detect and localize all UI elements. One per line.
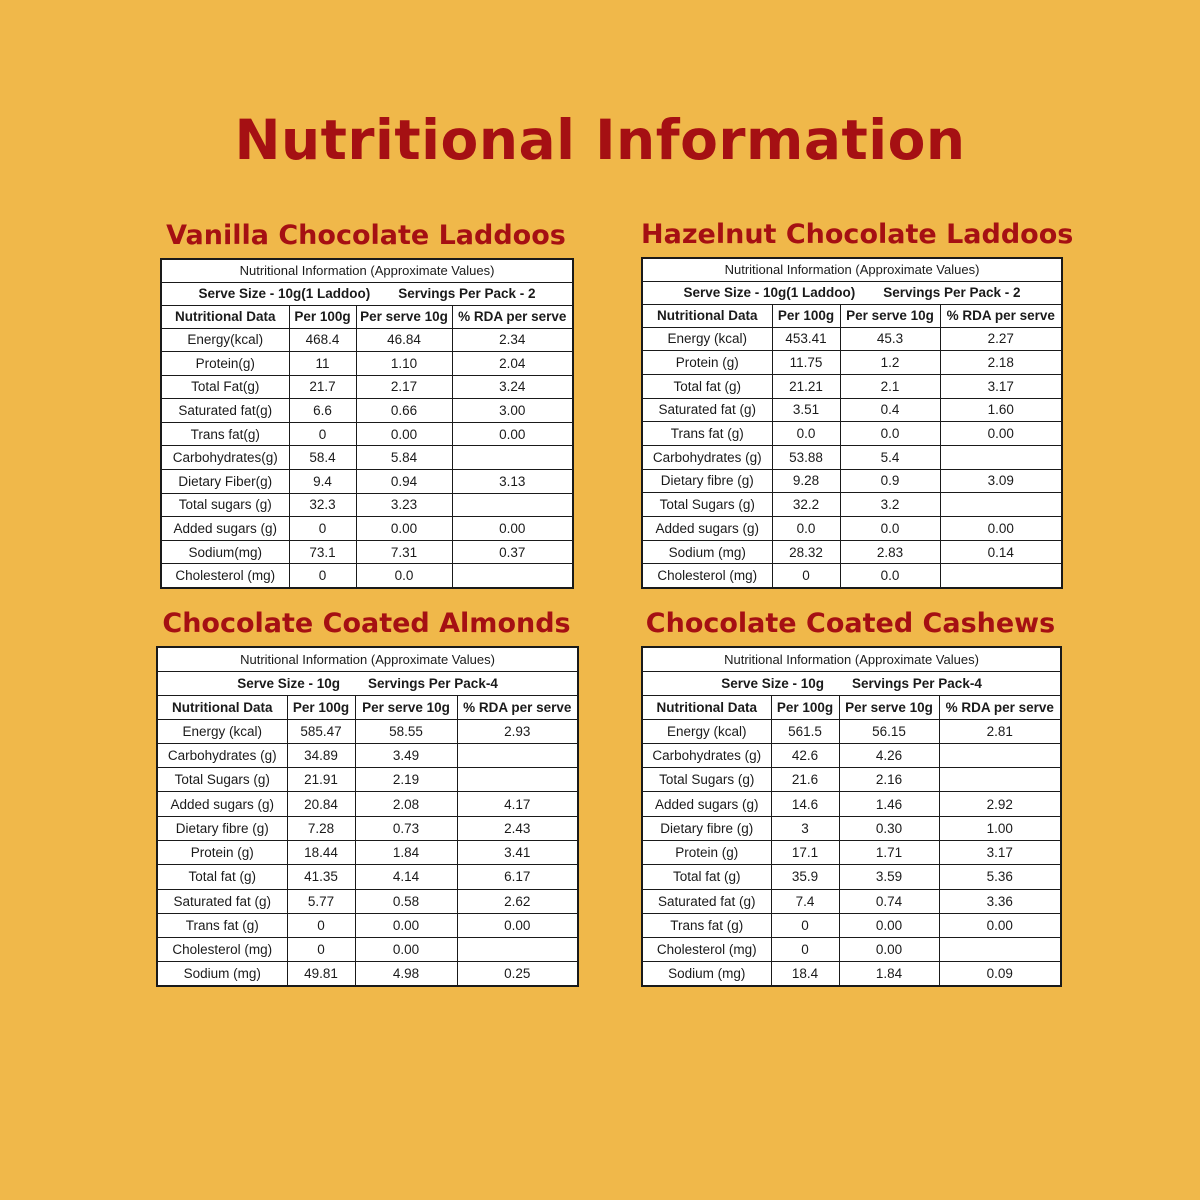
table-cell: 7.31 — [356, 540, 452, 564]
table-cell: 0 — [289, 517, 356, 541]
table-caption-row — [161, 259, 573, 282]
table-row — [157, 816, 578, 840]
column-header: Nutritional Data — [642, 304, 772, 327]
table-cell: Energy (kcal) — [157, 719, 287, 743]
table-cell: Sodium (mg) — [642, 962, 771, 986]
table-cell: 0.0 — [840, 517, 940, 541]
table-cell: 49.81 — [287, 962, 355, 986]
table-row — [642, 792, 1061, 816]
table-cell: 3.13 — [452, 470, 573, 494]
table-cell: 73.1 — [289, 540, 356, 564]
table-cell: 58.4 — [289, 446, 356, 470]
table-cell: 0.00 — [457, 913, 578, 937]
table-cell: 0 — [287, 913, 355, 937]
table-cell: 2.18 — [940, 351, 1062, 375]
table-cell: 5.4 — [840, 445, 940, 469]
table-cell: 585.47 — [287, 719, 355, 743]
table-header-row — [642, 304, 1062, 327]
table-cell: 2.16 — [839, 768, 939, 792]
table-row — [161, 517, 573, 541]
table-row — [157, 840, 578, 864]
table-cell: 0.94 — [356, 470, 452, 494]
nutrition-table — [641, 257, 1063, 589]
table-caption: Nutritional Information (Approximate Values) — [642, 647, 1061, 671]
table-cell: 28.32 — [772, 540, 840, 564]
table-cell: 2.19 — [355, 768, 457, 792]
table-cell: 58.55 — [355, 719, 457, 743]
table-cell: Carbohydrates (g) — [642, 743, 771, 767]
table-cell: 2.04 — [452, 352, 573, 376]
table-caption: Nutritional Information (Approximate Values) — [642, 258, 1062, 281]
table-row — [642, 517, 1062, 541]
table-row — [642, 865, 1061, 889]
table-cell — [457, 938, 578, 962]
table-cell: 3.24 — [452, 375, 573, 399]
table-cell: 0.00 — [939, 913, 1061, 937]
table-row — [642, 398, 1062, 422]
table-row — [642, 743, 1061, 767]
table-cell: 1.46 — [839, 792, 939, 816]
table-cell: 18.44 — [287, 840, 355, 864]
panel-chocolate-coated-cashews — [641, 602, 1060, 987]
table-cell: 46.84 — [356, 328, 452, 352]
table-cell: Saturated fat(g) — [161, 399, 289, 423]
table-cell: Saturated fat (g) — [157, 889, 287, 913]
serve-info-row — [642, 671, 1061, 695]
column-header: Per serve 10g — [355, 695, 457, 719]
serve-size: Serve Size - 10g(1 Laddoo) — [198, 286, 371, 301]
table-cell: 35.9 — [771, 865, 839, 889]
table-row — [642, 938, 1061, 962]
column-header: % RDA per serve — [452, 305, 573, 328]
table-cell: 0.00 — [356, 422, 452, 446]
table-cell: Carbohydrates (g) — [642, 445, 772, 469]
panel-title: Chocolate Coated Almonds — [162, 608, 571, 639]
table-cell: Cholesterol (mg) — [157, 938, 287, 962]
table-cell: 0.0 — [772, 517, 840, 541]
table-cell: 0.00 — [839, 938, 939, 962]
table-cell: 3.17 — [939, 840, 1061, 864]
table-cell: Added sugars (g) — [642, 517, 772, 541]
table-row — [157, 743, 578, 767]
nutrition-table — [156, 646, 579, 987]
table-cell — [940, 493, 1062, 517]
panel-vanilla-chocolate-laddoos — [160, 214, 572, 589]
table-cell: Added sugars (g) — [157, 792, 287, 816]
table-cell: 1.60 — [940, 398, 1062, 422]
serve-info — [642, 281, 1062, 304]
serve-info — [642, 671, 1061, 695]
servings-per-pack: Servings Per Pack - 2 — [883, 285, 1021, 300]
column-header: Per serve 10g — [356, 305, 452, 328]
table-cell: 3.00 — [452, 399, 573, 423]
table-cell: Sodium(mg) — [161, 540, 289, 564]
table-cell: 0 — [771, 913, 839, 937]
column-header: Nutritional Data — [161, 305, 289, 328]
table-cell: 6.17 — [457, 865, 578, 889]
table-cell: 0.0 — [772, 422, 840, 446]
table-cell — [939, 768, 1061, 792]
page-title: Nutritional Information — [234, 108, 966, 172]
table-row — [161, 470, 573, 494]
table-row — [161, 493, 573, 517]
table-cell: 561.5 — [771, 719, 839, 743]
nutrition-table — [641, 646, 1062, 987]
table-cell: 3.36 — [939, 889, 1061, 913]
table-row — [161, 446, 573, 470]
serve-info-row — [157, 671, 578, 695]
table-row — [642, 469, 1062, 493]
table-cell: 7.28 — [287, 816, 355, 840]
table-header-row — [161, 305, 573, 328]
table-cell: Trans fat (g) — [157, 913, 287, 937]
table-cell: 3.09 — [940, 469, 1062, 493]
table-cell — [940, 564, 1062, 588]
table-cell: Trans fat (g) — [642, 422, 772, 446]
table-cell: 5.36 — [939, 865, 1061, 889]
column-header: Per 100g — [772, 304, 840, 327]
table-cell: 0.00 — [452, 517, 573, 541]
table-cell: 0.0 — [356, 564, 452, 588]
table-cell — [940, 445, 1062, 469]
table-cell: Dietary fibre (g) — [157, 816, 287, 840]
column-header: Per serve 10g — [839, 695, 939, 719]
table-header-row — [642, 695, 1061, 719]
table-cell: 21.21 — [772, 374, 840, 398]
table-cell: Dietary Fiber(g) — [161, 470, 289, 494]
table-cell: 2.17 — [356, 375, 452, 399]
table-cell: 2.08 — [355, 792, 457, 816]
table-cell: 21.91 — [287, 768, 355, 792]
table-cell: 20.84 — [287, 792, 355, 816]
table-cell: 2.34 — [452, 328, 573, 352]
table-row — [157, 962, 578, 986]
serve-size: Serve Size - 10g(1 Laddoo) — [683, 285, 856, 300]
table-row — [642, 962, 1061, 986]
table-cell: 0 — [772, 564, 840, 588]
table-cell: 2.83 — [840, 540, 940, 564]
table-cell: Cholesterol (mg) — [161, 564, 289, 588]
panel-title: Chocolate Coated Cashews — [645, 608, 1056, 639]
table-cell: 56.15 — [839, 719, 939, 743]
table-row — [642, 840, 1061, 864]
table-row — [642, 889, 1061, 913]
table-cell: Saturated fat (g) — [642, 398, 772, 422]
table-row — [161, 399, 573, 423]
table-cell: 9.28 — [772, 469, 840, 493]
table-cell: 0.00 — [355, 938, 457, 962]
table-row — [157, 768, 578, 792]
table-cell: 3.49 — [355, 743, 457, 767]
table-cell: 5.77 — [287, 889, 355, 913]
table-row — [642, 564, 1062, 588]
column-header: Nutritional Data — [157, 695, 287, 719]
table-cell: 32.2 — [772, 493, 840, 517]
table-cell: 3.17 — [940, 374, 1062, 398]
table-cell: 21.7 — [289, 375, 356, 399]
table-cell: 0.00 — [452, 422, 573, 446]
table-cell: 1.84 — [355, 840, 457, 864]
table-cell: 0 — [287, 938, 355, 962]
panel-title: Hazelnut Chocolate Laddoos — [641, 219, 1074, 250]
table-cell: 1.10 — [356, 352, 452, 376]
serve-info — [157, 671, 578, 695]
table-row — [642, 540, 1062, 564]
table-cell: 42.6 — [771, 743, 839, 767]
table-row — [642, 351, 1062, 375]
table-cell — [939, 938, 1061, 962]
table-cell: 0.09 — [939, 962, 1061, 986]
table-row — [157, 913, 578, 937]
table-cell: Cholesterol (mg) — [642, 938, 771, 962]
table-cell: 17.1 — [771, 840, 839, 864]
table-cell: Protein(g) — [161, 352, 289, 376]
table-row — [642, 816, 1061, 840]
column-header: Per 100g — [289, 305, 356, 328]
table-cell: 2.27 — [940, 327, 1062, 351]
table-cell: 1.84 — [839, 962, 939, 986]
table-cell: 7.4 — [771, 889, 839, 913]
table-cell: Protein (g) — [157, 840, 287, 864]
table-row — [161, 328, 573, 352]
serve-size: Serve Size - 10g — [721, 675, 824, 691]
table-cell: 3.41 — [457, 840, 578, 864]
table-cell: 0.9 — [840, 469, 940, 493]
table-cell: 2.81 — [939, 719, 1061, 743]
table-cell: 32.3 — [289, 493, 356, 517]
table-cell: 3 — [771, 816, 839, 840]
table-cell: 1.00 — [939, 816, 1061, 840]
table-cell: 0.73 — [355, 816, 457, 840]
table-cell: 0 — [771, 938, 839, 962]
table-cell: 5.84 — [356, 446, 452, 470]
table-cell — [452, 493, 573, 517]
table-cell: Protein (g) — [642, 351, 772, 375]
table-cell: 41.35 — [287, 865, 355, 889]
table-cell: 0.58 — [355, 889, 457, 913]
table-caption: Nutritional Information (Approximate Values) — [161, 259, 573, 282]
table-cell: 0.37 — [452, 540, 573, 564]
table-caption: Nutritional Information (Approximate Values) — [157, 647, 578, 671]
table-cell — [457, 768, 578, 792]
table-cell: Added sugars (g) — [642, 792, 771, 816]
panel-title: Vanilla Chocolate Laddoos — [166, 220, 566, 251]
servings-per-pack: Servings Per Pack - 2 — [398, 286, 536, 301]
table-cell: 0.00 — [839, 913, 939, 937]
table-cell: Total fat (g) — [642, 374, 772, 398]
table-row — [642, 374, 1062, 398]
table-cell: 18.4 — [771, 962, 839, 986]
table-cell: Cholesterol (mg) — [642, 564, 772, 588]
table-cell: 1.71 — [839, 840, 939, 864]
table-cell: 453.41 — [772, 327, 840, 351]
table-cell: 11.75 — [772, 351, 840, 375]
table-cell — [457, 743, 578, 767]
column-header: % RDA per serve — [457, 695, 578, 719]
table-row — [642, 327, 1062, 351]
table-cell: Total Sugars (g) — [642, 768, 771, 792]
table-cell: 3.2 — [840, 493, 940, 517]
table-cell — [452, 564, 573, 588]
table-cell: 2.62 — [457, 889, 578, 913]
table-cell: 0.0 — [840, 422, 940, 446]
table-cell: 0.00 — [940, 422, 1062, 446]
table-cell: 34.89 — [287, 743, 355, 767]
serve-size: Serve Size - 10g — [237, 675, 340, 691]
table-cell: Sodium (mg) — [157, 962, 287, 986]
table-cell: 3.59 — [839, 865, 939, 889]
table-cell: 0.30 — [839, 816, 939, 840]
table-cell: 0.74 — [839, 889, 939, 913]
column-header: Per serve 10g — [840, 304, 940, 327]
table-cell: 1.2 — [840, 351, 940, 375]
table-header-row — [157, 695, 578, 719]
table-cell — [939, 743, 1061, 767]
table-cell: 0.00 — [355, 913, 457, 937]
table-cell: 4.17 — [457, 792, 578, 816]
table-cell: Total Fat(g) — [161, 375, 289, 399]
table-row — [161, 540, 573, 564]
table-cell: 0.0 — [840, 564, 940, 588]
table-row — [157, 719, 578, 743]
servings-per-pack: Servings Per Pack-4 — [852, 675, 982, 691]
table-row — [161, 352, 573, 376]
table-cell: 14.6 — [771, 792, 839, 816]
table-cell: 9.4 — [289, 470, 356, 494]
table-cell: Protein (g) — [642, 840, 771, 864]
table-cell: 21.6 — [771, 768, 839, 792]
table-row — [157, 889, 578, 913]
table-row — [157, 938, 578, 962]
table-row — [642, 768, 1061, 792]
table-cell: 4.14 — [355, 865, 457, 889]
table-cell: 4.98 — [355, 962, 457, 986]
table-cell: 6.6 — [289, 399, 356, 423]
table-row — [161, 422, 573, 446]
table-cell: 0 — [289, 422, 356, 446]
column-header: Per 100g — [287, 695, 355, 719]
table-caption-row — [157, 647, 578, 671]
table-cell: Energy (kcal) — [642, 719, 771, 743]
table-cell: Carbohydrates (g) — [157, 743, 287, 767]
table-cell: 3.51 — [772, 398, 840, 422]
table-row — [161, 564, 573, 588]
table-cell: Trans fat (g) — [642, 913, 771, 937]
table-cell: 0.00 — [356, 517, 452, 541]
serve-info-row — [161, 282, 573, 305]
table-cell: Sodium (mg) — [642, 540, 772, 564]
table-cell: 0 — [289, 564, 356, 588]
table-row — [642, 913, 1061, 937]
table-cell: 11 — [289, 352, 356, 376]
column-header: Nutritional Data — [642, 695, 771, 719]
table-row — [157, 865, 578, 889]
table-cell: Energy(kcal) — [161, 328, 289, 352]
table-cell: Total fat (g) — [157, 865, 287, 889]
panel-hazelnut-chocolate-laddoos — [641, 213, 1074, 589]
table-cell: 0.25 — [457, 962, 578, 986]
servings-per-pack: Servings Per Pack-4 — [368, 675, 498, 691]
table-row — [161, 375, 573, 399]
table-caption-row — [642, 647, 1061, 671]
table-cell: 468.4 — [289, 328, 356, 352]
table-cell: 0.14 — [940, 540, 1062, 564]
table-cell: Added sugars (g) — [161, 517, 289, 541]
column-header: Per 100g — [771, 695, 839, 719]
serve-info — [161, 282, 573, 305]
table-cell — [452, 446, 573, 470]
table-cell: Total sugars (g) — [161, 493, 289, 517]
table-row — [642, 445, 1062, 469]
table-cell: Dietary fibre (g) — [642, 469, 772, 493]
table-row — [642, 422, 1062, 446]
serve-info-row — [642, 281, 1062, 304]
table-cell: 53.88 — [772, 445, 840, 469]
panel-chocolate-coated-almonds — [156, 602, 577, 987]
table-cell: Carbohydrates(g) — [161, 446, 289, 470]
table-cell: 2.93 — [457, 719, 578, 743]
table-cell: 2.92 — [939, 792, 1061, 816]
table-caption-row — [642, 258, 1062, 281]
table-cell: Dietary fibre (g) — [642, 816, 771, 840]
nutrition-table — [160, 258, 574, 589]
table-cell: 2.1 — [840, 374, 940, 398]
table-cell: Saturated fat (g) — [642, 889, 771, 913]
table-cell: 0.4 — [840, 398, 940, 422]
table-cell: Energy (kcal) — [642, 327, 772, 351]
table-cell: Total Sugars (g) — [642, 493, 772, 517]
table-row — [642, 493, 1062, 517]
column-header: % RDA per serve — [939, 695, 1061, 719]
table-cell: 45.3 — [840, 327, 940, 351]
table-cell: 3.23 — [356, 493, 452, 517]
table-row — [642, 719, 1061, 743]
table-cell: Total Sugars (g) — [157, 768, 287, 792]
table-cell: 0.00 — [940, 517, 1062, 541]
table-row — [157, 792, 578, 816]
table-cell: 2.43 — [457, 816, 578, 840]
column-header: % RDA per serve — [940, 304, 1062, 327]
table-cell: 4.26 — [839, 743, 939, 767]
table-cell: 0.66 — [356, 399, 452, 423]
table-cell: Trans fat(g) — [161, 422, 289, 446]
table-cell: Total fat (g) — [642, 865, 771, 889]
